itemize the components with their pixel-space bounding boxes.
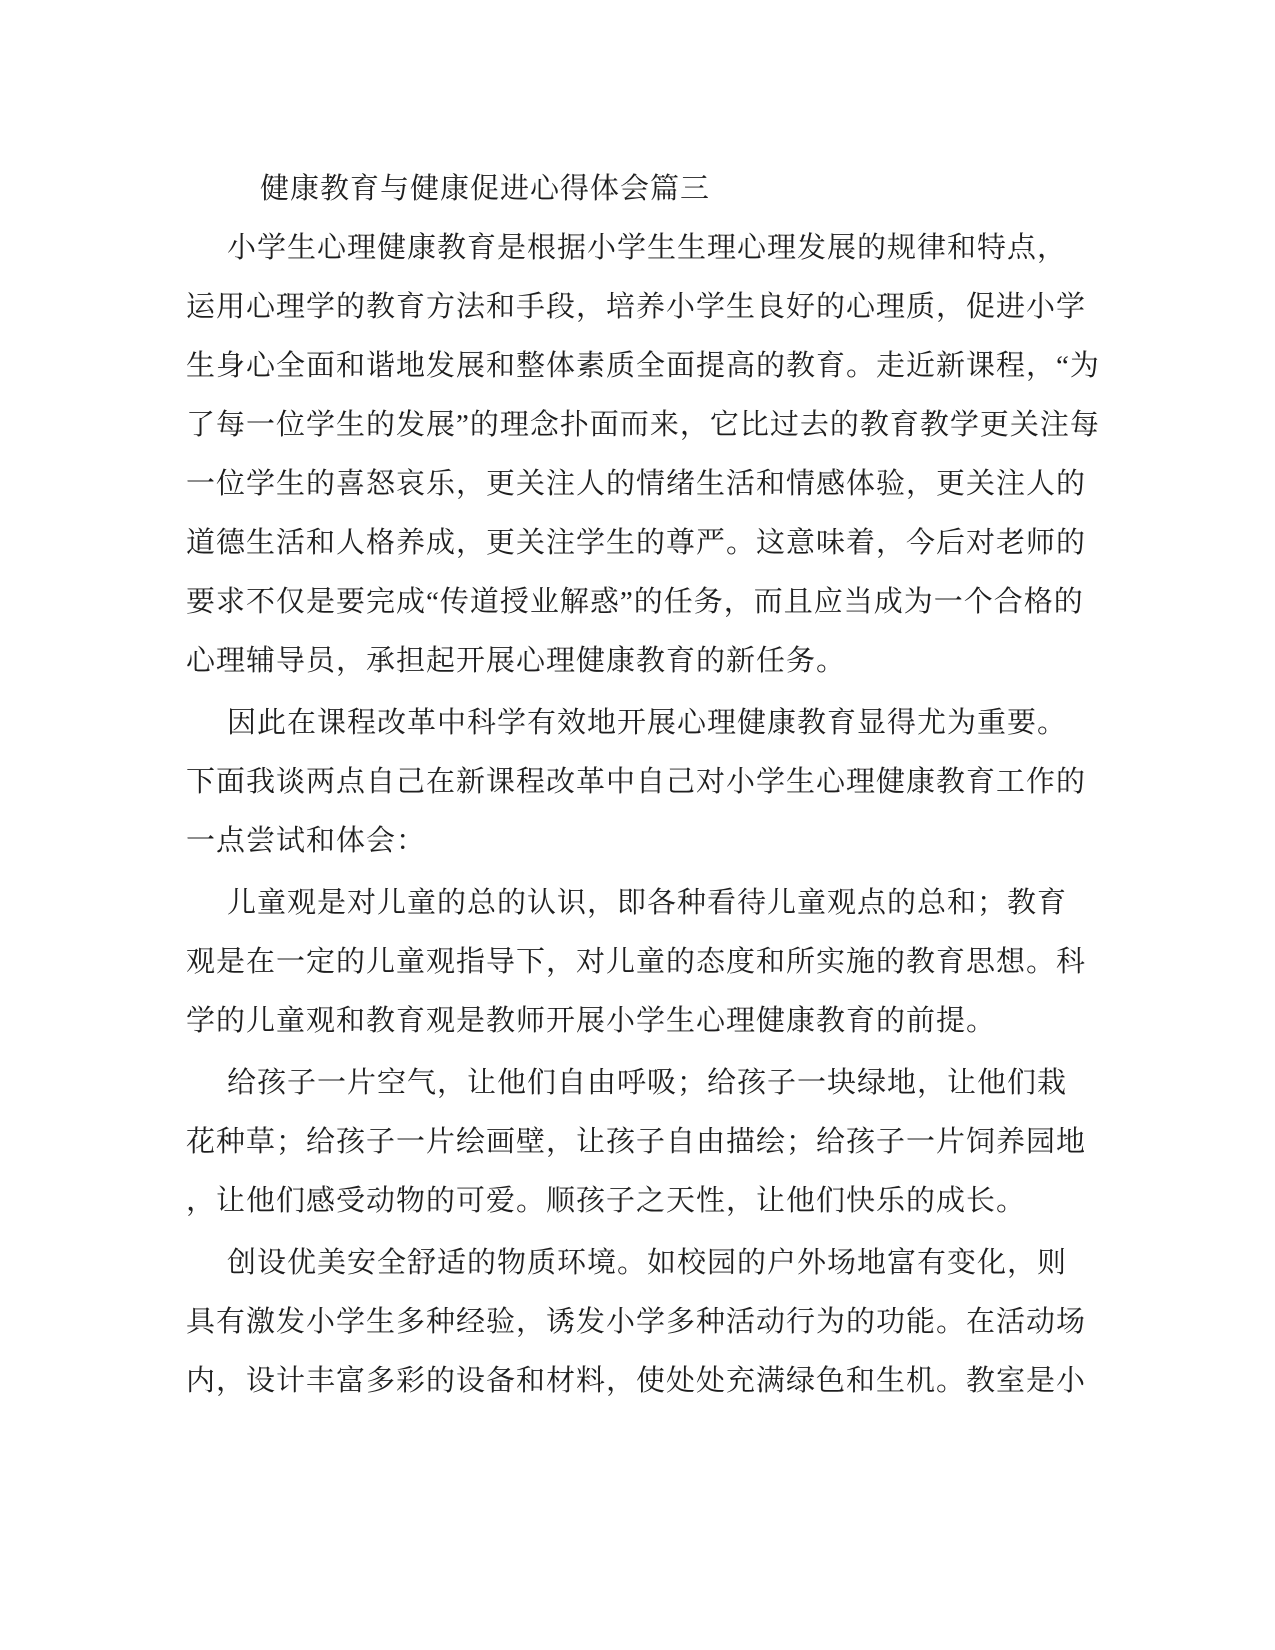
text-line: 学的儿童观和教育观是教师开展小学生心理健康教育的前提。 [186, 1005, 997, 1037]
text-line: 要求不仅是要完成“传道授业解惑”的任务，而且应当成为一个合格的 [186, 586, 1084, 618]
text-line: 儿童观是对儿童的总的认识，即各种看待儿童观点的总和；教育 [227, 887, 1068, 919]
text-line: 道德生活和人格养成，更关注学生的尊严。这意味着，今后对老师的 [186, 527, 1087, 559]
text-line: 一位学生的喜怒哀乐，更关注人的情绪生活和情感体验，更关注人的 [186, 468, 1087, 500]
text-line: 小学生心理健康教育是根据小学生生理心理发展的规律和特点， [227, 232, 1068, 264]
text-line: 下面我谈两点自己在新课程改革中自己对小学生心理健康教育工作的 [186, 766, 1087, 798]
text-line: 观是在一定的儿童观指导下，对儿童的态度和所实施的教育思想。科 [186, 946, 1087, 978]
text-line: 生身心全面和谐地发展和整体素质全面提高的教育。走近新课程，“为 [186, 350, 1100, 382]
text-line: 创设优美安全舒适的物质环境。如校园的户外场地富有变化，则 [227, 1247, 1068, 1279]
text-line: 运用心理学的教育方法和手段，培养小学生良好的心理质，促进小学 [186, 291, 1087, 323]
document-text-block [186, 160, 1100, 1411]
text-line: 给孩子一片空气，让他们自由呼吸；给孩子一块绿地，让他们栽 [227, 1067, 1068, 1099]
text-line: 具有激发小学生多种经验，诱发小学多种活动行为的功能。在活动场 [186, 1306, 1087, 1338]
text-line: 一点尝试和体会： [186, 825, 427, 857]
text-line: 内，设计丰富多彩的设备和材料，使处处充满绿色和生机。教室是小 [186, 1365, 1087, 1397]
text-line: 花种草；给孩子一片绘画壁，让孩子自由描绘；给孩子一片饲养园地 [186, 1126, 1087, 1158]
text-line: 因此在课程改革中科学有效地开展心理健康教育显得尤为重要。 [227, 707, 1068, 739]
text-line: ，让他们感受动物的可爱。顺孩子之天性，让他们快乐的成长。 [186, 1185, 1027, 1217]
text-line: 心理辅导员，承担起开展心理健康教育的新任务。 [186, 645, 847, 677]
document-title-line: 健康教育与健康促进心得体会篇三 [260, 173, 711, 205]
text-line: 了每一位学生的发展”的理念扑面而来，它比过去的教育教学更关注每 [186, 409, 1100, 441]
